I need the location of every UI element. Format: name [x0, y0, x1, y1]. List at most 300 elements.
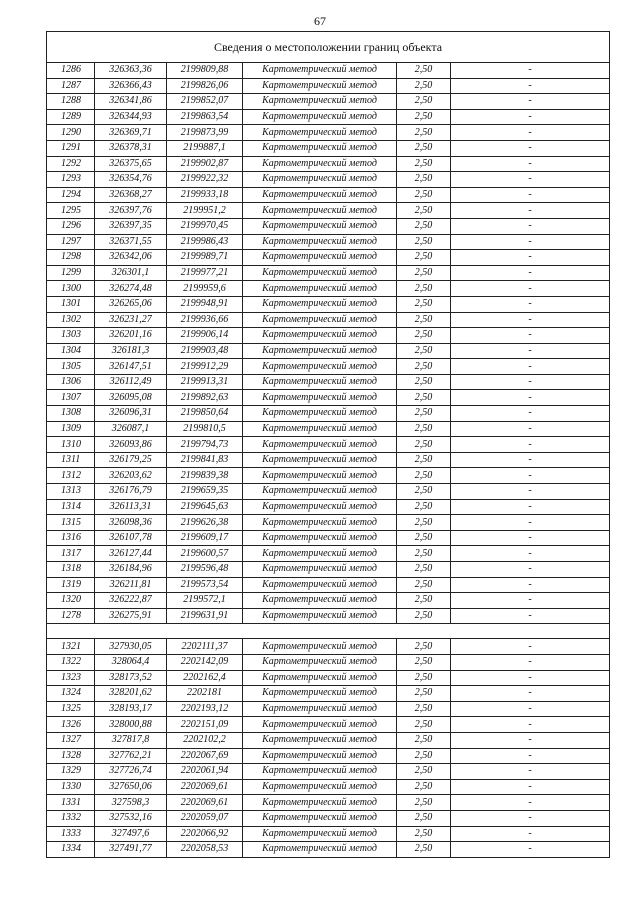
accuracy: 2,50 [397, 577, 451, 593]
table-row [47, 842, 610, 858]
method: Картометрический метод [243, 468, 397, 484]
point-number: 1320 [47, 593, 95, 609]
method: Картометрический метод [243, 187, 397, 203]
point-number: 1289 [47, 109, 95, 125]
y-coordinate: 2199933,18 [167, 187, 243, 203]
description: - [451, 639, 610, 655]
point-number: 1304 [47, 343, 95, 359]
y-coordinate: 2202193,12 [167, 701, 243, 717]
point-number: 1298 [47, 250, 95, 266]
table-row [47, 562, 610, 578]
point-number: 1297 [47, 234, 95, 250]
accuracy: 2,50 [397, 732, 451, 748]
description: - [451, 140, 610, 156]
accuracy: 2,50 [397, 250, 451, 266]
point-number: 1303 [47, 328, 95, 344]
y-coordinate: 2199959,6 [167, 281, 243, 297]
description: - [451, 593, 610, 609]
method: Картометрический метод [243, 374, 397, 390]
method: Картометрический метод [243, 452, 397, 468]
description: - [451, 328, 610, 344]
description: - [451, 94, 610, 110]
x-coordinate: 326274,48 [95, 281, 167, 297]
table-row [47, 654, 610, 670]
description: - [451, 826, 610, 842]
accuracy: 2,50 [397, 748, 451, 764]
x-coordinate: 326397,76 [95, 203, 167, 219]
point-number: 1312 [47, 468, 95, 484]
description: - [451, 810, 610, 826]
accuracy: 2,50 [397, 390, 451, 406]
description: - [451, 172, 610, 188]
description: - [451, 374, 610, 390]
y-coordinate: 2199902,87 [167, 156, 243, 172]
section-header-row [47, 32, 610, 63]
accuracy: 2,50 [397, 437, 451, 453]
method: Картометрический метод [243, 203, 397, 219]
table-row [47, 608, 610, 624]
accuracy: 2,50 [397, 452, 451, 468]
method: Картометрический метод [243, 639, 397, 655]
x-coordinate: 326211,81 [95, 577, 167, 593]
x-coordinate: 326366,43 [95, 78, 167, 94]
method: Картометрический метод [243, 515, 397, 531]
accuracy: 2,50 [397, 63, 451, 79]
x-coordinate: 326363,36 [95, 63, 167, 79]
method: Картометрический метод [243, 94, 397, 110]
x-coordinate: 327762,21 [95, 748, 167, 764]
method: Картометрический метод [243, 140, 397, 156]
y-coordinate: 2199912,29 [167, 359, 243, 375]
accuracy: 2,50 [397, 265, 451, 281]
point-number: 1293 [47, 172, 95, 188]
point-number: 1292 [47, 156, 95, 172]
table-row [47, 296, 610, 312]
description: - [451, 296, 610, 312]
accuracy: 2,50 [397, 203, 451, 219]
accuracy: 2,50 [397, 125, 451, 141]
x-coordinate: 326179,25 [95, 452, 167, 468]
table-row [47, 701, 610, 717]
x-coordinate: 326342,06 [95, 250, 167, 266]
x-coordinate: 326341,86 [95, 94, 167, 110]
x-coordinate: 326265,06 [95, 296, 167, 312]
table-row [47, 468, 610, 484]
point-number: 1318 [47, 562, 95, 578]
description: - [451, 437, 610, 453]
point-number: 1315 [47, 515, 95, 531]
x-coordinate: 328193,17 [95, 701, 167, 717]
table-row [47, 826, 610, 842]
point-number: 1287 [47, 78, 95, 94]
x-coordinate: 326093,86 [95, 437, 167, 453]
point-number: 1324 [47, 686, 95, 702]
y-coordinate: 2202142,09 [167, 654, 243, 670]
method: Картометрический метод [243, 670, 397, 686]
table-row [47, 732, 610, 748]
point-number: 1308 [47, 406, 95, 422]
method: Картометрический метод [243, 343, 397, 359]
table-row [47, 639, 610, 655]
y-coordinate: 2199970,45 [167, 218, 243, 234]
boundary-table-container [46, 31, 609, 858]
y-coordinate: 2199609,17 [167, 530, 243, 546]
y-coordinate: 2199892,63 [167, 390, 243, 406]
description: - [451, 562, 610, 578]
x-coordinate: 326113,31 [95, 499, 167, 515]
table-row [47, 499, 610, 515]
method: Картометрический метод [243, 593, 397, 609]
point-number: 1291 [47, 140, 95, 156]
description: - [451, 654, 610, 670]
point-number: 1305 [47, 359, 95, 375]
description: - [451, 218, 610, 234]
x-coordinate: 326275,91 [95, 608, 167, 624]
x-coordinate: 326096,31 [95, 406, 167, 422]
method: Картометрический метод [243, 265, 397, 281]
y-coordinate: 2199809,88 [167, 63, 243, 79]
description: - [451, 779, 610, 795]
x-coordinate: 327497,6 [95, 826, 167, 842]
method: Картометрический метод [243, 234, 397, 250]
description: - [451, 78, 610, 94]
description: - [451, 701, 610, 717]
description: - [451, 546, 610, 562]
x-coordinate: 326231,27 [95, 312, 167, 328]
x-coordinate: 328064,4 [95, 654, 167, 670]
y-coordinate: 2199810,5 [167, 421, 243, 437]
x-coordinate: 326344,93 [95, 109, 167, 125]
x-coordinate: 327817,8 [95, 732, 167, 748]
table-row [47, 203, 610, 219]
x-coordinate: 327532,16 [95, 810, 167, 826]
point-number: 1329 [47, 764, 95, 780]
accuracy: 2,50 [397, 281, 451, 297]
method: Картометрический метод [243, 109, 397, 125]
table-row [47, 437, 610, 453]
method: Картометрический метод [243, 654, 397, 670]
y-coordinate: 2202066,92 [167, 826, 243, 842]
x-coordinate: 326107,78 [95, 530, 167, 546]
x-coordinate: 326301,1 [95, 265, 167, 281]
y-coordinate: 2202181 [167, 686, 243, 702]
accuracy: 2,50 [397, 842, 451, 858]
accuracy: 2,50 [397, 701, 451, 717]
accuracy: 2,50 [397, 779, 451, 795]
method: Картометрический метод [243, 328, 397, 344]
accuracy: 2,50 [397, 530, 451, 546]
accuracy: 2,50 [397, 764, 451, 780]
accuracy: 2,50 [397, 94, 451, 110]
y-coordinate: 2199906,14 [167, 328, 243, 344]
description: - [451, 499, 610, 515]
accuracy: 2,50 [397, 109, 451, 125]
method: Картометрический метод [243, 484, 397, 500]
description: - [451, 359, 610, 375]
point-number: 1328 [47, 748, 95, 764]
table-row [47, 63, 610, 79]
description: - [451, 795, 610, 811]
table-row [47, 78, 610, 94]
table-row [47, 250, 610, 266]
description: - [451, 468, 610, 484]
x-coordinate: 326368,27 [95, 187, 167, 203]
point-number: 1302 [47, 312, 95, 328]
description: - [451, 312, 610, 328]
accuracy: 2,50 [397, 795, 451, 811]
block-separator [47, 624, 610, 639]
accuracy: 2,50 [397, 468, 451, 484]
table-row [47, 94, 610, 110]
table-row [47, 530, 610, 546]
accuracy: 2,50 [397, 406, 451, 422]
table-row [47, 577, 610, 593]
table-row [47, 156, 610, 172]
accuracy: 2,50 [397, 717, 451, 733]
method: Картометрический метод [243, 562, 397, 578]
description: - [451, 717, 610, 733]
x-coordinate: 326087,1 [95, 421, 167, 437]
description: - [451, 125, 610, 141]
y-coordinate: 2202058,53 [167, 842, 243, 858]
description: - [451, 343, 610, 359]
description: - [451, 670, 610, 686]
table-row [47, 406, 610, 422]
y-coordinate: 2199839,38 [167, 468, 243, 484]
x-coordinate: 327491,77 [95, 842, 167, 858]
table-row [47, 748, 610, 764]
point-number: 1316 [47, 530, 95, 546]
accuracy: 2,50 [397, 312, 451, 328]
accuracy: 2,50 [397, 140, 451, 156]
description: - [451, 732, 610, 748]
y-coordinate: 2199913,31 [167, 374, 243, 390]
point-number: 1333 [47, 826, 95, 842]
point-number: 1322 [47, 654, 95, 670]
point-number: 1331 [47, 795, 95, 811]
description: - [451, 748, 610, 764]
point-number: 1317 [47, 546, 95, 562]
description: - [451, 390, 610, 406]
accuracy: 2,50 [397, 654, 451, 670]
method: Картометрический метод [243, 406, 397, 422]
method: Картометрический метод [243, 125, 397, 141]
accuracy: 2,50 [397, 670, 451, 686]
description: - [451, 686, 610, 702]
table-row [47, 515, 610, 531]
point-number: 1278 [47, 608, 95, 624]
accuracy: 2,50 [397, 156, 451, 172]
method: Картометрический метод [243, 779, 397, 795]
y-coordinate: 2202151,09 [167, 717, 243, 733]
method: Картометрический метод [243, 359, 397, 375]
point-number: 1296 [47, 218, 95, 234]
y-coordinate: 2199873,99 [167, 125, 243, 141]
x-coordinate: 326181,3 [95, 343, 167, 359]
point-number: 1310 [47, 437, 95, 453]
y-coordinate: 2199852,07 [167, 94, 243, 110]
section-title: Сведения о местоположении границ объекта [47, 32, 610, 63]
table-row [47, 546, 610, 562]
method: Картометрический метод [243, 686, 397, 702]
x-coordinate: 326176,79 [95, 484, 167, 500]
y-coordinate: 2199951,2 [167, 203, 243, 219]
method: Картометрический метод [243, 810, 397, 826]
table-row [47, 187, 610, 203]
y-coordinate: 2202069,61 [167, 779, 243, 795]
method: Картометрический метод [243, 390, 397, 406]
y-coordinate: 2199986,43 [167, 234, 243, 250]
accuracy: 2,50 [397, 421, 451, 437]
y-coordinate: 2199626,38 [167, 515, 243, 531]
x-coordinate: 327650,06 [95, 779, 167, 795]
boundary-coordinates-table [46, 31, 610, 858]
accuracy: 2,50 [397, 172, 451, 188]
description: - [451, 63, 610, 79]
y-coordinate: 2199826,06 [167, 78, 243, 94]
x-coordinate: 326397,35 [95, 218, 167, 234]
accuracy: 2,50 [397, 78, 451, 94]
method: Картометрический метод [243, 608, 397, 624]
x-coordinate: 327598,3 [95, 795, 167, 811]
point-number: 1325 [47, 701, 95, 717]
y-coordinate: 2199572,1 [167, 593, 243, 609]
accuracy: 2,50 [397, 484, 451, 500]
point-number: 1306 [47, 374, 95, 390]
method: Картометрический метод [243, 156, 397, 172]
description: - [451, 764, 610, 780]
x-coordinate: 326127,44 [95, 546, 167, 562]
x-coordinate: 328173,52 [95, 670, 167, 686]
method: Картометрический метод [243, 499, 397, 515]
table-row [47, 779, 610, 795]
y-coordinate: 2199596,48 [167, 562, 243, 578]
point-number: 1314 [47, 499, 95, 515]
table-row [47, 172, 610, 188]
method: Картометрический метод [243, 296, 397, 312]
method: Картометрический метод [243, 437, 397, 453]
table-row [47, 109, 610, 125]
accuracy: 2,50 [397, 593, 451, 609]
description: - [451, 406, 610, 422]
method: Картометрический метод [243, 732, 397, 748]
table-row [47, 810, 610, 826]
method: Картометрический метод [243, 748, 397, 764]
accuracy: 2,50 [397, 515, 451, 531]
table-row [47, 717, 610, 733]
table-row [47, 374, 610, 390]
point-number: 1319 [47, 577, 95, 593]
description: - [451, 109, 610, 125]
x-coordinate: 326112,49 [95, 374, 167, 390]
point-number: 1295 [47, 203, 95, 219]
method: Картометрический метод [243, 826, 397, 842]
page-number: 67 [314, 14, 326, 28]
accuracy: 2,50 [397, 374, 451, 390]
block-separator-row [47, 624, 610, 639]
description: - [451, 265, 610, 281]
point-number: 1286 [47, 63, 95, 79]
table-row [47, 484, 610, 500]
method: Картометрический метод [243, 795, 397, 811]
accuracy: 2,50 [397, 187, 451, 203]
method: Картометрический метод [243, 281, 397, 297]
point-number: 1311 [47, 452, 95, 468]
x-coordinate: 327726,74 [95, 764, 167, 780]
accuracy: 2,50 [397, 218, 451, 234]
table-row [47, 764, 610, 780]
point-number: 1290 [47, 125, 95, 141]
y-coordinate: 2202067,69 [167, 748, 243, 764]
x-coordinate: 328201,62 [95, 686, 167, 702]
x-coordinate: 326098,36 [95, 515, 167, 531]
y-coordinate: 2202111,37 [167, 639, 243, 655]
y-coordinate: 2199989,71 [167, 250, 243, 266]
y-coordinate: 2199887,1 [167, 140, 243, 156]
point-number: 1294 [47, 187, 95, 203]
method: Картометрический метод [243, 218, 397, 234]
description: - [451, 156, 610, 172]
x-coordinate: 326201,16 [95, 328, 167, 344]
description: - [451, 577, 610, 593]
description: - [451, 608, 610, 624]
table-row [47, 359, 610, 375]
x-coordinate: 326378,31 [95, 140, 167, 156]
y-coordinate: 2199573,54 [167, 577, 243, 593]
y-coordinate: 2202102,2 [167, 732, 243, 748]
point-number: 1309 [47, 421, 95, 437]
x-coordinate: 326184,96 [95, 562, 167, 578]
accuracy: 2,50 [397, 826, 451, 842]
y-coordinate: 2199922,32 [167, 172, 243, 188]
method: Картометрический метод [243, 63, 397, 79]
table-row [47, 343, 610, 359]
description: - [451, 484, 610, 500]
table-row [47, 670, 610, 686]
accuracy: 2,50 [397, 546, 451, 562]
y-coordinate: 2202061,94 [167, 764, 243, 780]
method: Картометрический метод [243, 250, 397, 266]
accuracy: 2,50 [397, 499, 451, 515]
method: Картометрический метод [243, 842, 397, 858]
x-coordinate: 326147,51 [95, 359, 167, 375]
description: - [451, 421, 610, 437]
x-coordinate: 326203,62 [95, 468, 167, 484]
method: Картометрический метод [243, 764, 397, 780]
point-number: 1307 [47, 390, 95, 406]
description: - [451, 452, 610, 468]
table-body [47, 32, 610, 858]
point-number: 1301 [47, 296, 95, 312]
method: Картометрический метод [243, 172, 397, 188]
method: Картометрический метод [243, 577, 397, 593]
y-coordinate: 2199841,83 [167, 452, 243, 468]
point-number: 1313 [47, 484, 95, 500]
point-number: 1334 [47, 842, 95, 858]
table-row [47, 125, 610, 141]
point-number: 1288 [47, 94, 95, 110]
y-coordinate: 2202059,07 [167, 810, 243, 826]
method: Картометрический метод [243, 312, 397, 328]
y-coordinate: 2202162,4 [167, 670, 243, 686]
table-row [47, 795, 610, 811]
point-number: 1300 [47, 281, 95, 297]
x-coordinate: 328000,88 [95, 717, 167, 733]
method: Картометрический метод [243, 78, 397, 94]
y-coordinate: 2199903,48 [167, 343, 243, 359]
y-coordinate: 2199948,91 [167, 296, 243, 312]
accuracy: 2,50 [397, 296, 451, 312]
